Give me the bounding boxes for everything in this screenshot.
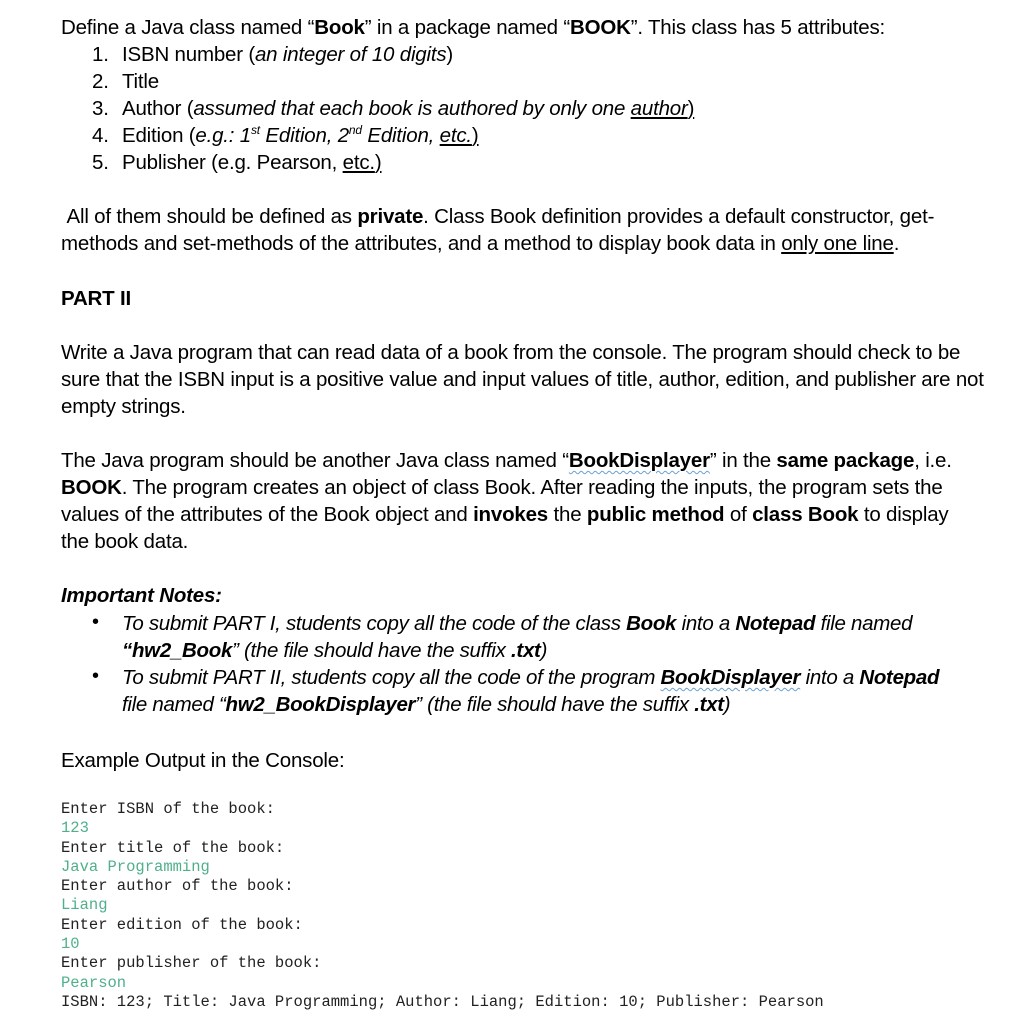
console-result-line: ISBN: 123; Title: Java Programming; Author: Liang; Edition: 10; Publisher: Pearson bbox=[61, 992, 824, 1011]
console-input-line: 123 bbox=[61, 819, 89, 838]
part2-heading: PART II bbox=[61, 287, 131, 310]
note-2-line-1: To submit PART II, students copy all the code of the program BookDisplayer into a Notepad bbox=[122, 666, 940, 689]
console-line: Enter edition of the book: bbox=[61, 915, 303, 934]
part2-paragraph: Write a Java program that can read data of a book from the console. The program should check to be sure that the ISBN input is a positive value and input values of title, author, edition, and publisher are not empty strings. bbox=[61, 341, 984, 418]
console-input-line: 10 bbox=[61, 935, 80, 954]
bullet-icon: • bbox=[92, 611, 100, 633]
attribute-item-publisher: 5. Publisher (e.g. Pearson, etc.) bbox=[92, 151, 382, 174]
console-input-line: Java Programming bbox=[61, 857, 210, 876]
note-1-line-2: “hw2_Book” (the file should have the suffix .txt) bbox=[122, 639, 548, 662]
attribute-item-title: 2. Title bbox=[92, 70, 159, 93]
attribute-item-author: 3. Author (assumed that each book is authored by only one author) bbox=[92, 97, 695, 120]
console-input-line: Liang bbox=[61, 896, 108, 915]
console-line: Enter publisher of the book: bbox=[61, 954, 322, 973]
attribute-item-isbn: 1. ISBN number (an integer of 10 digits) bbox=[92, 43, 454, 66]
console-output bbox=[61, 800, 824, 1012]
bookdisplayer-paragraph: The Java program should be another Java class named “BookDisplayer” in the same package, i.e. BOOK. The program creates an object of class Book. After reading the inputs, the program sets the values of the attributes of the Book object and invokes the public method of class Book to display the book data. bbox=[61, 449, 952, 553]
example-output-heading: Example Output in the Console: bbox=[61, 749, 345, 772]
console-input-line: Pearson bbox=[61, 973, 127, 992]
console-line: Enter title of the book: bbox=[61, 838, 285, 857]
important-notes-heading: Important Notes: bbox=[61, 584, 222, 607]
console-line: Enter ISBN of the book: bbox=[61, 800, 275, 818]
intro-paragraph: Define a Java class named “Book” in a package named “BOOK”. This class has 5 attributes: bbox=[61, 16, 886, 39]
note-2-line-2: file named “hw2_BookDisplayer” (the file should have the suffix .txt) bbox=[122, 693, 731, 716]
private-paragraph: All of them should be defined as private. Class Book definition provides a default constructor, get-methods and set-methods of the attributes, and a method to display book data in only one line. bbox=[61, 205, 935, 255]
bullet-icon: • bbox=[92, 665, 100, 687]
attribute-item-edition: 4. Edition (e.g.: 1st Edition, 2nd Edition, etc.) bbox=[92, 123, 479, 147]
note-1-line-1: To submit PART I, students copy all the code of the class Book into a Notepad file named bbox=[122, 612, 913, 635]
console-line: Enter author of the book: bbox=[61, 877, 294, 896]
